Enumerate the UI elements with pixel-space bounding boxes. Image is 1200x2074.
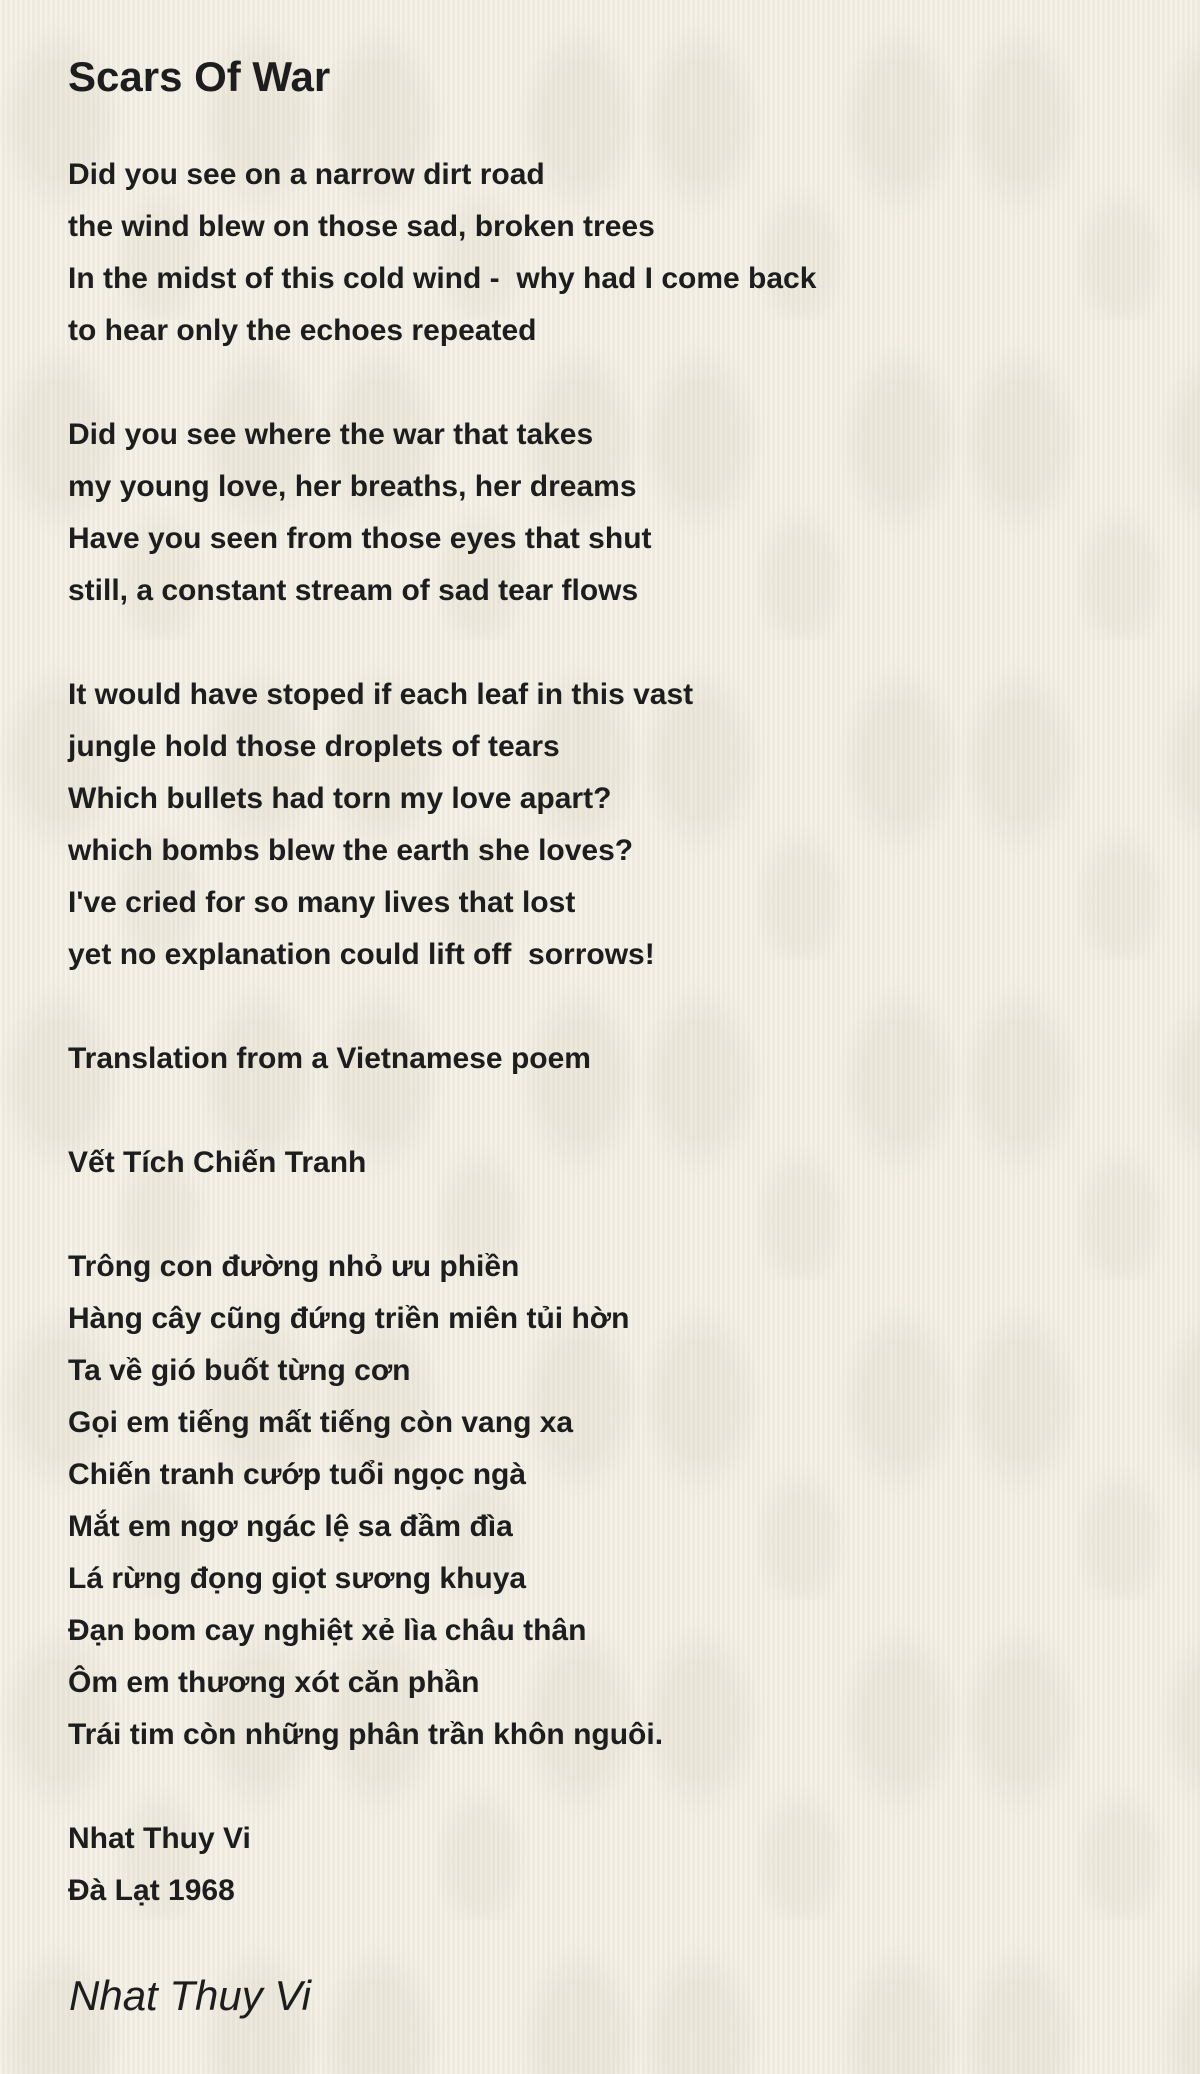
- poem-line: Mắt em ngơ ngác lệ sa đầm đìa: [68, 1510, 513, 1543]
- poem-line: Vết Tích Chiến Tranh: [68, 1146, 367, 1179]
- poem-line: Did you see on a narrow dirt road: [68, 158, 545, 191]
- poem-body: [68, 149, 1148, 1917]
- poem-line: Ôm em thương xót căn phần: [68, 1666, 480, 1699]
- poem-line: which bombs blew the earth she loves?: [68, 834, 634, 867]
- poem-line: Trông con đường nhỏ ưu phiền: [68, 1250, 520, 1283]
- poem-line: jungle hold those droplets of tears: [68, 730, 560, 763]
- poem-line: In the midst of this cold wind - why had I come back: [68, 262, 817, 295]
- poem-line: Which bullets had torn my love apart?: [68, 782, 612, 815]
- poem-line: my young love, her breaths, her dreams: [68, 470, 637, 503]
- poem-line: still, a constant stream of sad tear flows: [68, 574, 639, 607]
- poem-title: Scars Of War: [68, 53, 331, 100]
- poem-line: It would have stoped if each leaf in this vast: [68, 678, 694, 711]
- poem-line: the wind blew on those sad, broken trees: [68, 210, 655, 243]
- poem-line: Trái tim còn những phân trần khôn nguôi.: [68, 1718, 664, 1751]
- poem-line: I've cried for so many lives that lost: [68, 886, 576, 919]
- poem-line: Have you seen from those eyes that shut: [68, 522, 652, 555]
- stanza-break: [68, 617, 1148, 669]
- poem-line: yet no explanation could lift off sorrows!: [68, 938, 655, 971]
- poem-line: to hear only the echoes repeated: [68, 314, 537, 347]
- poem-line: Hàng cây cũng đứng triền miên tủi hờn: [68, 1302, 630, 1335]
- poem-line: Did you see where the war that takes: [68, 418, 594, 451]
- author-signature: Nhat Thuy Vi: [69, 1972, 312, 2019]
- stanza-break: [68, 357, 1148, 409]
- stanza-break: [68, 1761, 1148, 1813]
- poem-line: Đạn bom cay nghiệt xẻ lìa châu thân: [68, 1614, 587, 1647]
- poem-line: Nhat Thuy Vi: [68, 1822, 251, 1855]
- poem-line: Đà Lạt 1968: [68, 1874, 235, 1907]
- stanza-break: [68, 1189, 1148, 1241]
- stanza-break: [68, 1085, 1148, 1137]
- poem-line: Translation from a Vietnamese poem: [68, 1042, 591, 1075]
- stanza-break: [68, 981, 1148, 1033]
- poem-line: Lá rừng đọng giọt sương khuya: [68, 1562, 527, 1595]
- poem-line: Gọi em tiếng mất tiếng còn vang xa: [68, 1406, 574, 1439]
- poem-line: Ta về gió buốt từng cơn: [68, 1354, 411, 1387]
- poem-line: Chiến tranh cướp tuổi ngọc ngà: [68, 1458, 527, 1491]
